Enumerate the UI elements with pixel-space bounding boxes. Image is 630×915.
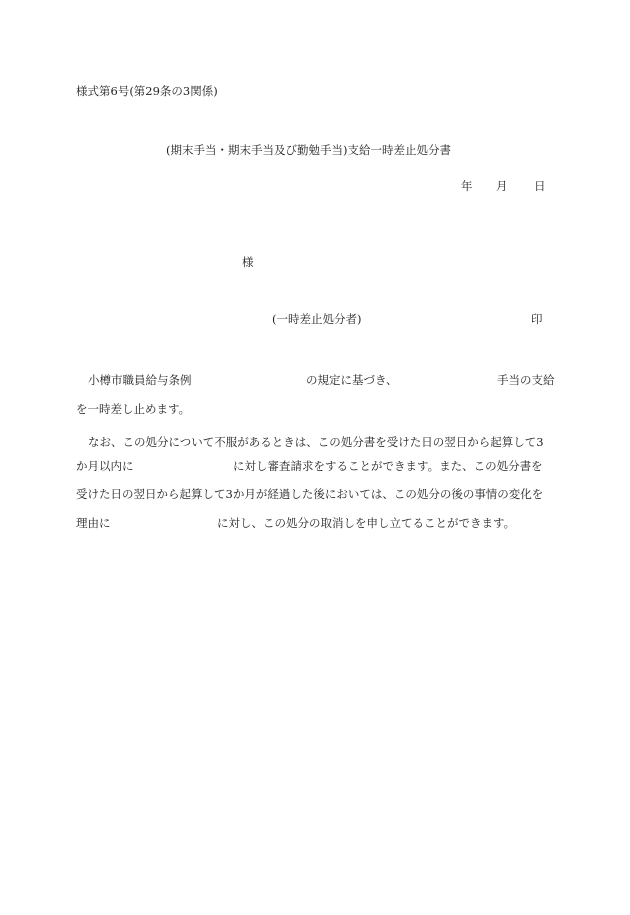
addressee-suffix: 様	[242, 255, 254, 269]
body-line1-basis: の規定に基づき、	[306, 373, 398, 387]
seal-mark: 印	[531, 312, 543, 326]
body-line4-start: か月以内に	[76, 459, 134, 473]
body-line3: なお、この処分について不服があるときは、この処分書を受けた日の翌日から起算して3	[88, 435, 544, 449]
body-line6-start: 理由に	[76, 516, 111, 530]
issuer-label: (一時差止処分者)	[272, 312, 362, 326]
body-line6-rest: に対し、この処分の取消しを申し立てることができます。	[217, 516, 516, 530]
body-line4-rest: に対し審査請求をすることができます。また、この処分書を	[233, 459, 543, 473]
date-day-label: 日	[534, 179, 546, 193]
date-year-label: 年	[461, 179, 473, 193]
body-line5: 受けた日の翌日から起算して3か月が経過した後においては、この処分の後の事情の変化を	[76, 487, 544, 501]
document-title: (期末手当・期末手当及び勤勉手当)支給一時差止処分書	[166, 143, 451, 157]
form-number: 様式第6号(第29条の3関係)	[76, 84, 218, 98]
date-month-label: 月	[496, 179, 508, 193]
body-line1-allowance: 手当の支給	[497, 373, 555, 387]
body-line2: を一時差し止めます。	[76, 402, 191, 416]
body-line1-ordinance: 小樽市職員給与条例	[88, 373, 192, 387]
